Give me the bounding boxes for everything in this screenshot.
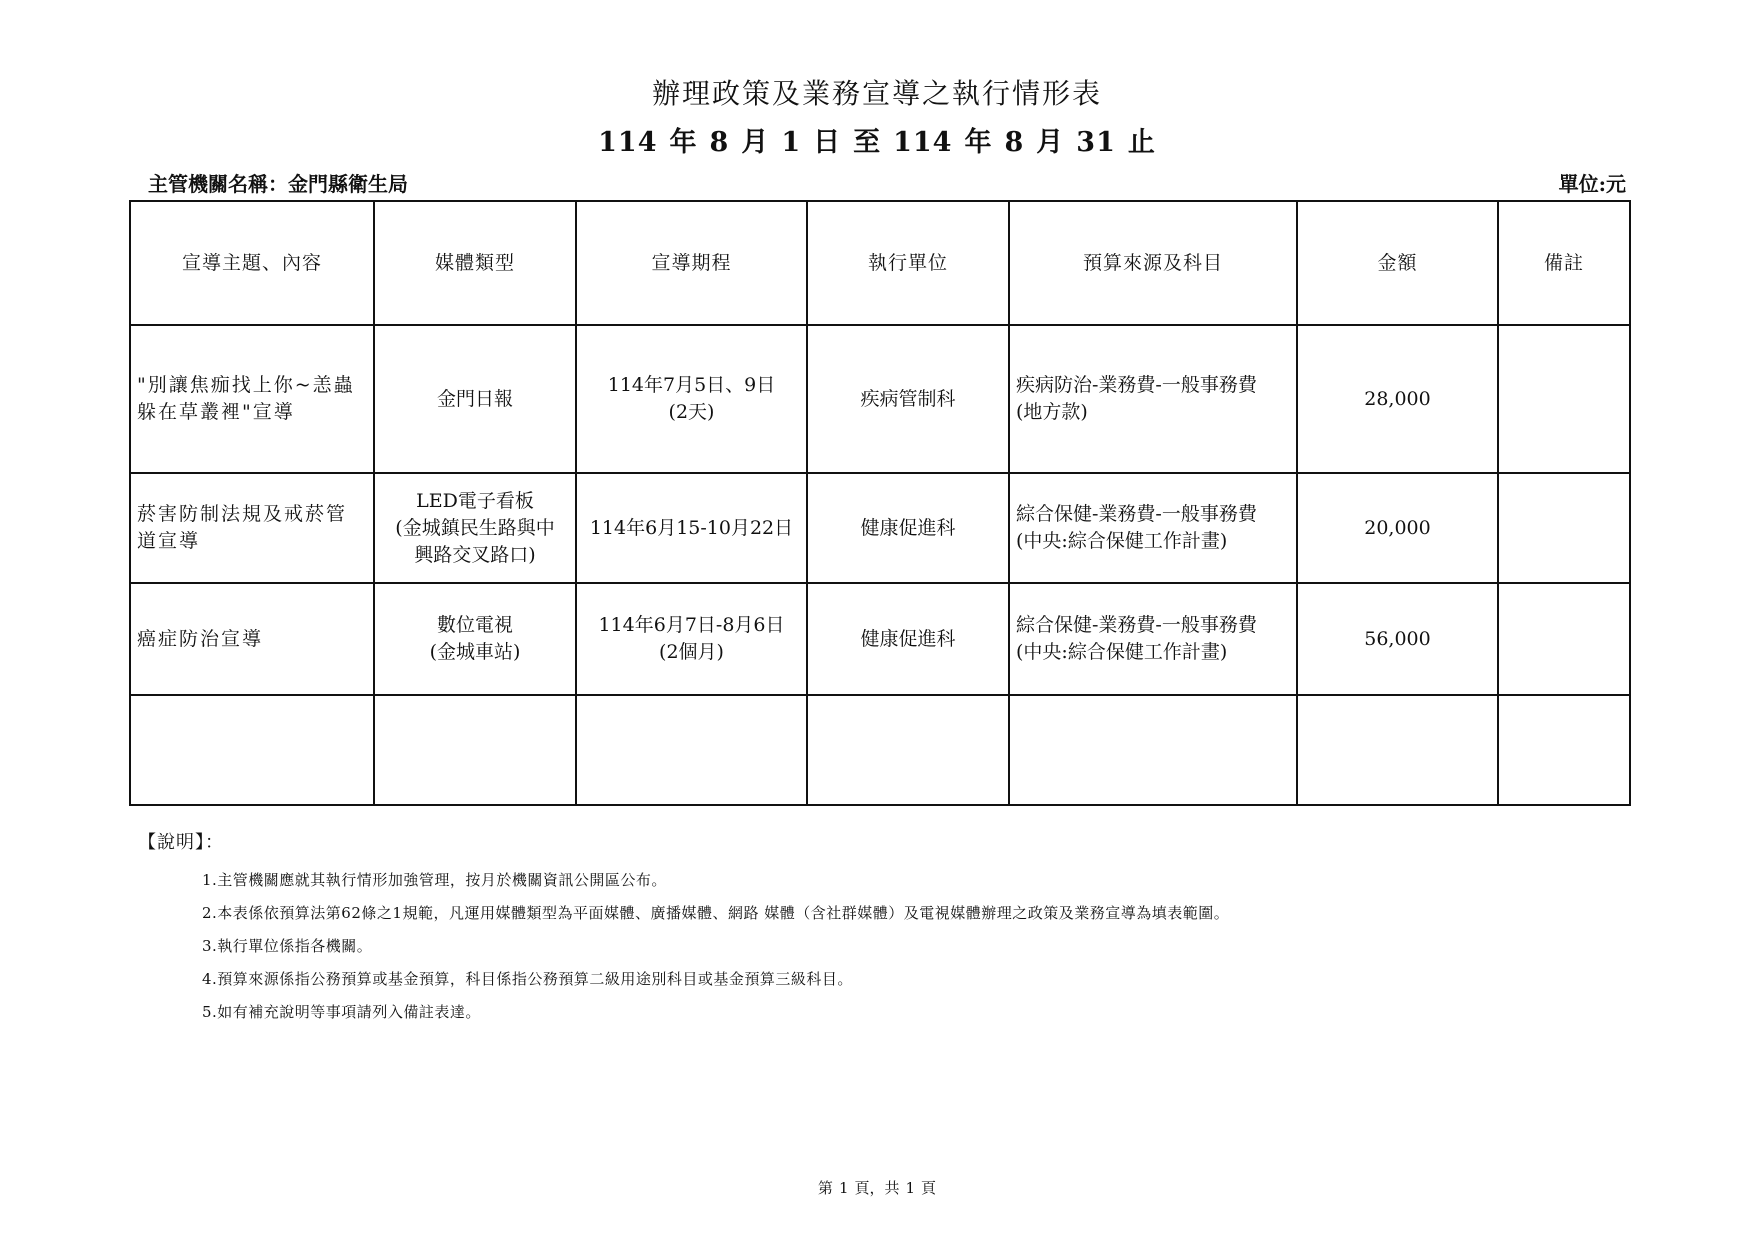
cell-empty	[807, 695, 1009, 805]
period-year-word-2: 年	[964, 127, 993, 158]
period-to-word: 至	[853, 127, 882, 158]
cell-budget-line: 綜合保健-業務費-一般事務費	[1016, 614, 1257, 636]
cell-topic: 癌症防治宣導	[130, 583, 374, 695]
report-table	[129, 200, 1631, 806]
footer-page-word: 第	[817, 1179, 833, 1197]
cell-empty	[576, 695, 807, 805]
note-item: 5.如有補充說明等事項請列入備註表達。	[202, 1003, 481, 1021]
cell-note	[1498, 583, 1630, 695]
table-row-empty	[130, 695, 1630, 805]
period-end-day: 31	[1076, 127, 1116, 158]
cell-schedule-line: 114年6月7日-8月6日	[598, 614, 785, 636]
period-end-year: 114	[893, 127, 953, 158]
footer-page-unit: 頁，共	[854, 1179, 900, 1197]
period-start-month: 8	[709, 127, 730, 158]
header-topic: 宣導主題、內容	[130, 201, 374, 325]
note-item: 1.主管機關應就其執行情形加強管理，按月於機關資訊公開區公布。	[202, 871, 667, 889]
period-start-year: 114	[598, 127, 658, 158]
header-schedule: 宣導期程	[576, 201, 807, 325]
cell-schedule	[576, 583, 807, 695]
cell-budget-line: 疾病防治-業務費-一般事務費	[1016, 374, 1257, 396]
cell-schedule	[576, 473, 807, 583]
cell-media-line: LED電子看板	[416, 489, 534, 512]
period-month-word-2: 月	[1036, 127, 1065, 158]
cell-media-line: 數位電視	[436, 614, 513, 636]
table-header-row	[130, 201, 1630, 325]
cell-budget-line: (地方款)	[1016, 401, 1088, 423]
cell-note	[1498, 325, 1630, 473]
cell-empty	[374, 695, 576, 805]
cell-budget-line: (中央:綜合保健工作計畫)	[1016, 530, 1228, 552]
cell-empty	[1009, 695, 1297, 805]
period-start-day: 1	[781, 127, 802, 158]
header-note: 備註	[1498, 201, 1630, 325]
notes-section	[138, 828, 1229, 1029]
cell-schedule-line: 114年7月5日、9日	[607, 374, 776, 396]
note-item: 2.本表係依預算法第62條之1規範，凡運用媒體類型為平面媒體、廣播媒體、網路 媒體（含社群媒體）及電視媒體辦理之政策及業務宣導為填表範圍。	[202, 904, 1230, 922]
cell-unit: 健康促進科	[807, 583, 1009, 695]
page-footer	[0, 1177, 1754, 1198]
agency-label: 主管機關名稱：金門縣衛生局	[148, 172, 408, 196]
note-item: 4.預算來源係指公務預算或基金預算，科目係指公務預算二級用途別科目或基金預算三級科目。	[202, 970, 853, 988]
cell-media-line: (金城鎮民生路與中	[395, 516, 555, 539]
cell-media-line: (金城車站)	[429, 641, 521, 663]
cell-unit: 疾病管制科	[807, 325, 1009, 473]
cell-media	[374, 583, 576, 695]
cell-media-line: 興路交叉路口)	[414, 543, 536, 566]
cell-amount: 28,000	[1297, 325, 1498, 473]
header-media: 媒體類型	[374, 201, 576, 325]
document-title: 辦理政策及業務宣導之執行情形表	[651, 77, 1102, 110]
cell-empty	[1297, 695, 1498, 805]
period-day-word: 日	[813, 127, 842, 158]
header-unit: 執行單位	[807, 201, 1009, 325]
cell-note	[1498, 473, 1630, 583]
cell-schedule-line: (2個月)	[659, 641, 724, 663]
cell-amount: 56,000	[1297, 583, 1498, 695]
header-budget: 預算來源及科目	[1009, 201, 1297, 325]
footer-page-number: 1	[838, 1179, 849, 1197]
cell-budget	[1009, 583, 1297, 695]
header-amount: 金額	[1297, 201, 1498, 325]
period-end-month: 8	[1004, 127, 1025, 158]
cell-media	[374, 473, 576, 583]
cell-empty	[1498, 695, 1630, 805]
cell-budget	[1009, 473, 1297, 583]
cell-budget	[1009, 325, 1297, 473]
cell-amount: 20,000	[1297, 473, 1498, 583]
period-line	[0, 120, 1754, 159]
cell-media-line: 金門日報	[436, 387, 513, 410]
cell-schedule	[576, 325, 807, 473]
footer-total-pages: 1	[905, 1179, 916, 1197]
currency-unit-label: 單位:元	[1558, 172, 1626, 196]
cell-topic: "別讓焦痂找上你~恙蟲躲在草叢裡"宣導	[130, 325, 374, 473]
cell-media	[374, 325, 576, 473]
cell-unit: 健康促進科	[807, 473, 1009, 583]
cell-empty	[130, 695, 374, 805]
table-row	[130, 583, 1630, 695]
cell-schedule-line: 114年6月15-10月22日	[589, 516, 794, 539]
period-end-word: 止	[1127, 127, 1156, 158]
cell-topic: 菸害防制法規及戒菸管道宣導	[130, 473, 374, 583]
note-item: 3.執行單位係指各機關。	[202, 937, 373, 955]
table-row	[130, 325, 1630, 473]
period-year-word: 年	[669, 127, 698, 158]
table-row	[130, 473, 1630, 583]
footer-total-unit: 頁	[921, 1179, 937, 1197]
cell-budget-line: (中央:綜合保健工作計畫)	[1016, 641, 1228, 663]
cell-budget-line: 綜合保健-業務費-一般事務費	[1016, 503, 1257, 525]
cell-schedule-line: (2天)	[668, 401, 715, 423]
period-month-word: 月	[741, 127, 770, 158]
notes-title: 【說明】：	[138, 832, 224, 853]
